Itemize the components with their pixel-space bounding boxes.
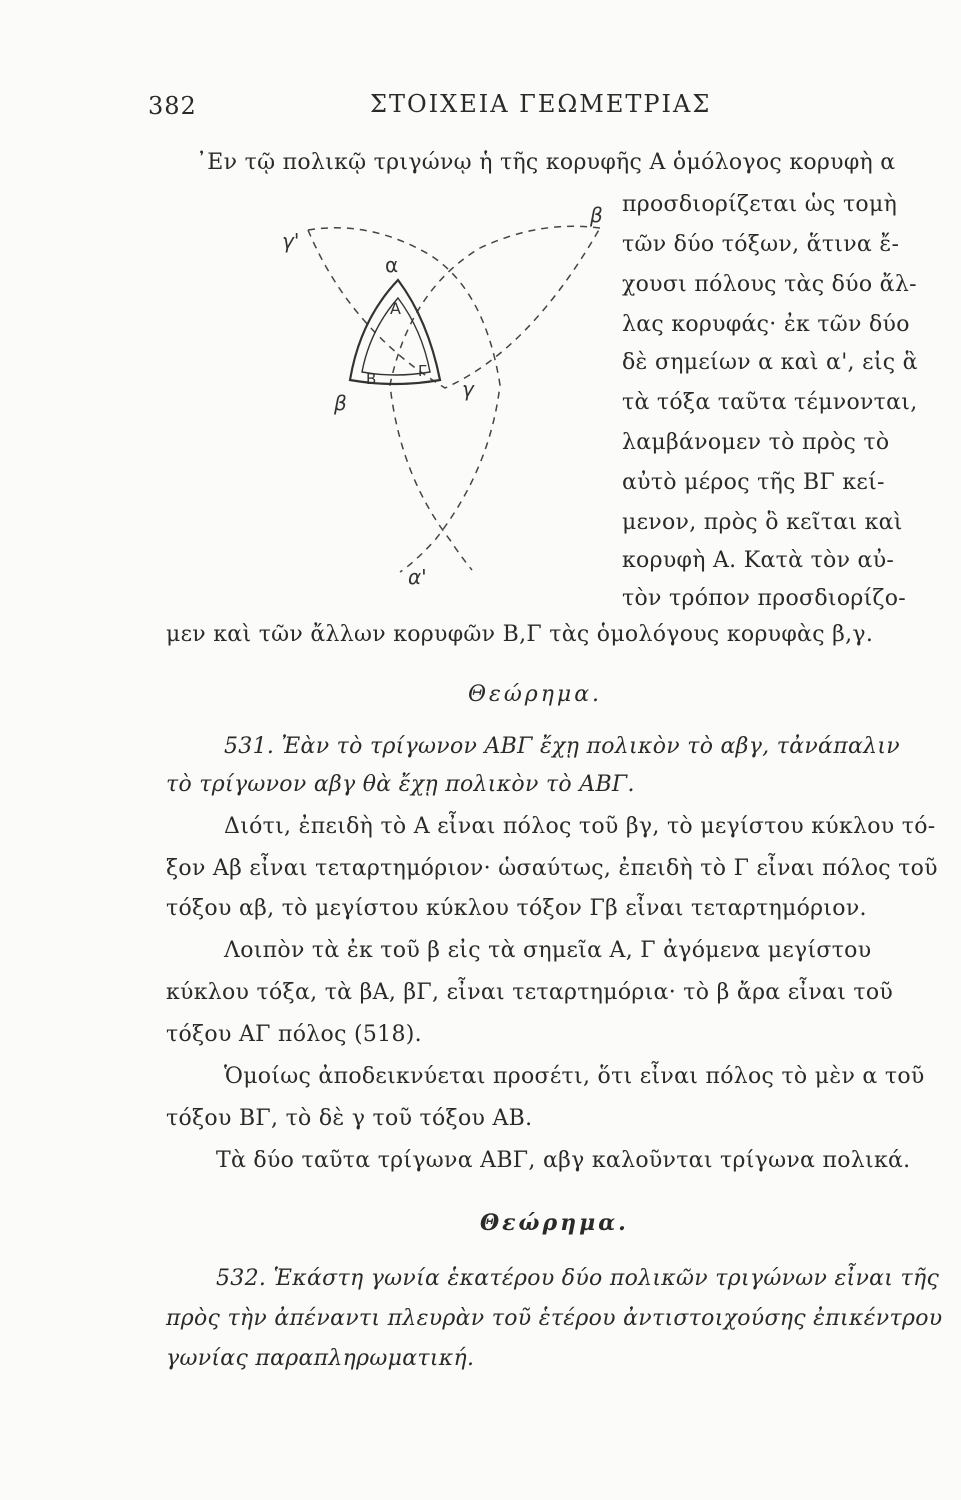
label-alpha: α: [385, 253, 399, 277]
proof-line: Λοιπὸν τὰ ἐκ τοῦ β εἰς τὰ σημεῖα Α, Γ ἀγόμενα μεγίστου: [224, 938, 872, 963]
theorem-statement-line: 532. Ἑκάστη γωνία ἑκατέρου δύο πολικῶν τριγώνων εἶναι τῆς: [216, 1266, 940, 1291]
page-number: 382: [148, 92, 197, 120]
label-B: Β: [366, 370, 377, 388]
intro-line: προσδιορίζεται ὡς τομὴ: [622, 192, 898, 217]
proof-line: Διότι, ἐπειδὴ τὸ Α εἶναι πόλος τοῦ βγ, τὸ μεγίστου κύκλου τό-: [224, 814, 936, 839]
intro-line: τὸν τρόπον προσδιορίζο-: [622, 586, 907, 611]
proof-line: ξον Αβ εἶναι τεταρτημόριον· ὡσαύτως, ἐπειδὴ τὸ Γ εἶναι πόλος τοῦ: [166, 856, 938, 881]
polar-triangles-figure: [282, 203, 620, 610]
label-alpha-prime: α': [408, 565, 427, 589]
intro-line: τὰ τόξα ταῦτα τέμνονται,: [622, 390, 918, 415]
running-title: ΣΤΟΙΧΕΙΑ ΓΕΩΜΕΤΡΙΑΣ: [370, 90, 712, 118]
theorem-statement-line: 531. Ἐὰν τὸ τρίγωνον ΑΒΓ ἔχῃ πολικὸν τὸ αβγ, τἀνάπαλιν: [224, 734, 900, 759]
intro-line: τῶν δύο τόξων, ἅτινα ἔ-: [622, 232, 900, 257]
intro-line: ᾿Εν τῷ πολικῷ τριγώνῳ ἡ τῆς κορυφῆς Α ὁμόλογος κορυφὴ α: [196, 150, 896, 175]
label-gamma-right: γ: [462, 377, 474, 401]
intro-line: κορυφὴ Α. Κατὰ τὸν αὐ-: [622, 548, 895, 573]
proof-line: Ὁμοίως ἀποδεικνύεται προσέτι, ὅτι εἶναι πόλος τὸ μὲν α τοῦ: [224, 1064, 925, 1089]
label-G: Γ: [418, 362, 427, 380]
intro-line: αὐτὸ μέρος τῆς ΒΓ κεί-: [622, 470, 885, 495]
label-beta-left: β: [334, 391, 347, 415]
dashed-arc-bottom: [308, 228, 600, 388]
theorem-heading: Θεώρημα.: [468, 682, 603, 707]
intro-line: μενον, πρὸς ὃ κεῖται καὶ: [622, 510, 903, 535]
intro-line: μεν καὶ τῶν ἄλλων κορυφῶν Β,Γ τὰς ὁμολόγους κορυφὰς β,γ.: [166, 622, 874, 647]
intro-line: δὲ σημείων α καὶ α', εἰς ἃ: [622, 350, 918, 375]
theorem-statement-line: τὸ τρίγωνον αβγ θὰ ἔχῃ πολικὸν τὸ ΑΒΓ.: [166, 772, 635, 797]
theorem-statement-line: γωνίας παραπληρωματική.: [166, 1346, 475, 1371]
proof-line: κύκλου τόξα, τὰ βΑ, βΓ, εἶναι τεταρτημόρια· τὸ β ἄρα εἶναι τοῦ: [166, 980, 894, 1005]
proof-line: τόξου αβ, τὸ μεγίστου κύκλου τόξον Γβ εἶναι τεταρτημόριον.: [166, 896, 867, 921]
label-gamma-prime: γ': [282, 229, 300, 253]
intro-line: λας κορυφάς· ἐκ τῶν δύο: [622, 312, 910, 337]
triangle-abg-outer: [350, 280, 440, 384]
label-A: Α: [390, 299, 401, 318]
proof-line: Τὰ δύο ταῦτα τρίγωνα ΑΒΓ, αβγ καλοῦνται τρίγωνα πολικά.: [216, 1148, 911, 1173]
proof-line: τόξου ΑΓ πόλος (518).: [166, 1022, 422, 1047]
theorem-heading: Θεώρημα.: [480, 1210, 629, 1236]
label-beta-top: β: [590, 203, 603, 227]
theorem-statement-line: πρὸς τὴν ἀπέναντι πλευρὰν τοῦ ἑτέρου ἀντιστοιχούσης ἐπικέντρου: [166, 1306, 943, 1331]
intro-line: λαμβάνομεν τὸ πρὸς τὸ: [622, 430, 890, 455]
intro-line: χουσι πόλους τὰς δύο ἄλ-: [622, 272, 917, 297]
proof-line: τόξου ΒΓ, τὸ δὲ γ τοῦ τόξου ΑΒ.: [166, 1106, 533, 1131]
